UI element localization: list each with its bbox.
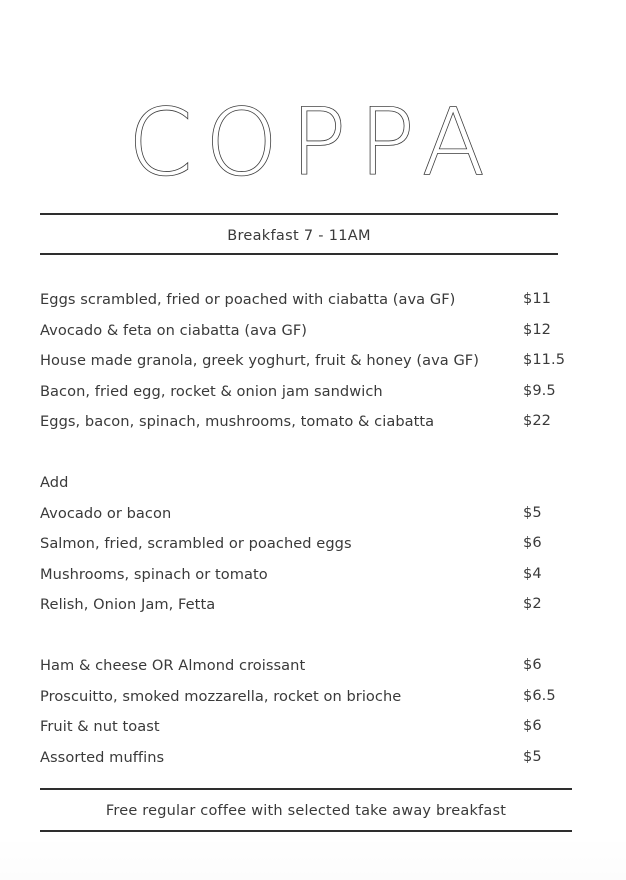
- menu-item-row: [40, 681, 580, 712]
- menu-item-price: $9.5: [523, 381, 556, 399]
- menu-item-name: Proscuitto, smoked mozzarella, rocket on brioche: [40, 687, 402, 705]
- menu-item-row: [40, 589, 580, 620]
- menu-item-row: [40, 498, 580, 529]
- restaurant-logo: [0, 89, 626, 200]
- menu-item-name: Salmon, fried, scrambled or poached eggs: [40, 535, 352, 553]
- menu-item-row: [40, 376, 580, 407]
- header-rule-top: [40, 213, 558, 215]
- menu-item-row: [40, 711, 580, 742]
- menu-item-name: Fruit & nut toast: [40, 718, 160, 736]
- menu-item-row: [40, 559, 580, 590]
- menu-item-row: [40, 742, 580, 773]
- header-rule-bottom: [40, 253, 558, 255]
- menu-item-row: [40, 528, 580, 559]
- menu-item-name: Eggs, bacon, spinach, mushrooms, tomato & ciabatta: [40, 413, 435, 431]
- menu-item-price: $4: [523, 564, 542, 582]
- menu-item-price: $11.5: [523, 351, 566, 369]
- menu-item-price: $2: [523, 595, 542, 613]
- menu-section-heading-label: Add: [40, 473, 69, 491]
- menu-item-price: $22: [523, 412, 552, 430]
- menu-item-price: $6: [523, 655, 542, 673]
- menu-item-row: [40, 650, 580, 681]
- menu-item-name: Ham & cheese OR Almond croissant: [40, 656, 306, 674]
- menu-item-row: [40, 345, 580, 376]
- menu-item-name: Assorted muffins: [40, 748, 165, 766]
- footer-rule-top: [40, 788, 572, 790]
- menu-sections: [40, 284, 580, 772]
- menu-item-price: $6.5: [523, 686, 556, 704]
- menu-section-pastries: [40, 650, 580, 772]
- menu-item-name: Avocado or bacon: [40, 504, 172, 522]
- menu-item-name: Bacon, fried egg, rocket & onion jam sandwich: [40, 382, 383, 400]
- menu-item-name: Eggs scrambled, fried or poached with ciabatta (ava GF): [40, 291, 456, 308]
- footer-rule-bottom: [40, 830, 572, 832]
- logo-outline-wordmark: [128, 89, 498, 198]
- menu-item-row: [40, 284, 580, 315]
- menu-item-row: [40, 315, 580, 346]
- menu-item-price: $11: [523, 290, 552, 307]
- logo-text: COPPA: [128, 89, 498, 196]
- page-bottom-shade: [0, 834, 626, 880]
- menu-item-name: Avocado & feta on ciabatta (ava GF): [40, 321, 308, 339]
- menu-section-add: [40, 467, 580, 620]
- menu-item-price: $5: [523, 503, 542, 521]
- menu-item-name: Mushrooms, spinach or tomato: [40, 565, 268, 583]
- menu-section-heading-add: [40, 467, 580, 498]
- menu-item-price: $12: [523, 320, 552, 338]
- menu-item-name: Relish, Onion Jam, Fetta: [40, 596, 216, 614]
- menu-item-name: House made granola, greek yoghurt, fruit & honey (ava GF): [40, 352, 479, 370]
- menu-item-row: [40, 406, 580, 437]
- service-hours-label: Breakfast 7 - 11AM: [227, 228, 371, 244]
- menu-item-price: $6: [523, 717, 542, 735]
- menu-section-mains: [40, 284, 580, 437]
- menu-item-price: $5: [523, 747, 542, 765]
- footer-note: Free regular coffee with selected take away breakfast: [105, 803, 507, 819]
- menu-item-price: $6: [523, 534, 542, 552]
